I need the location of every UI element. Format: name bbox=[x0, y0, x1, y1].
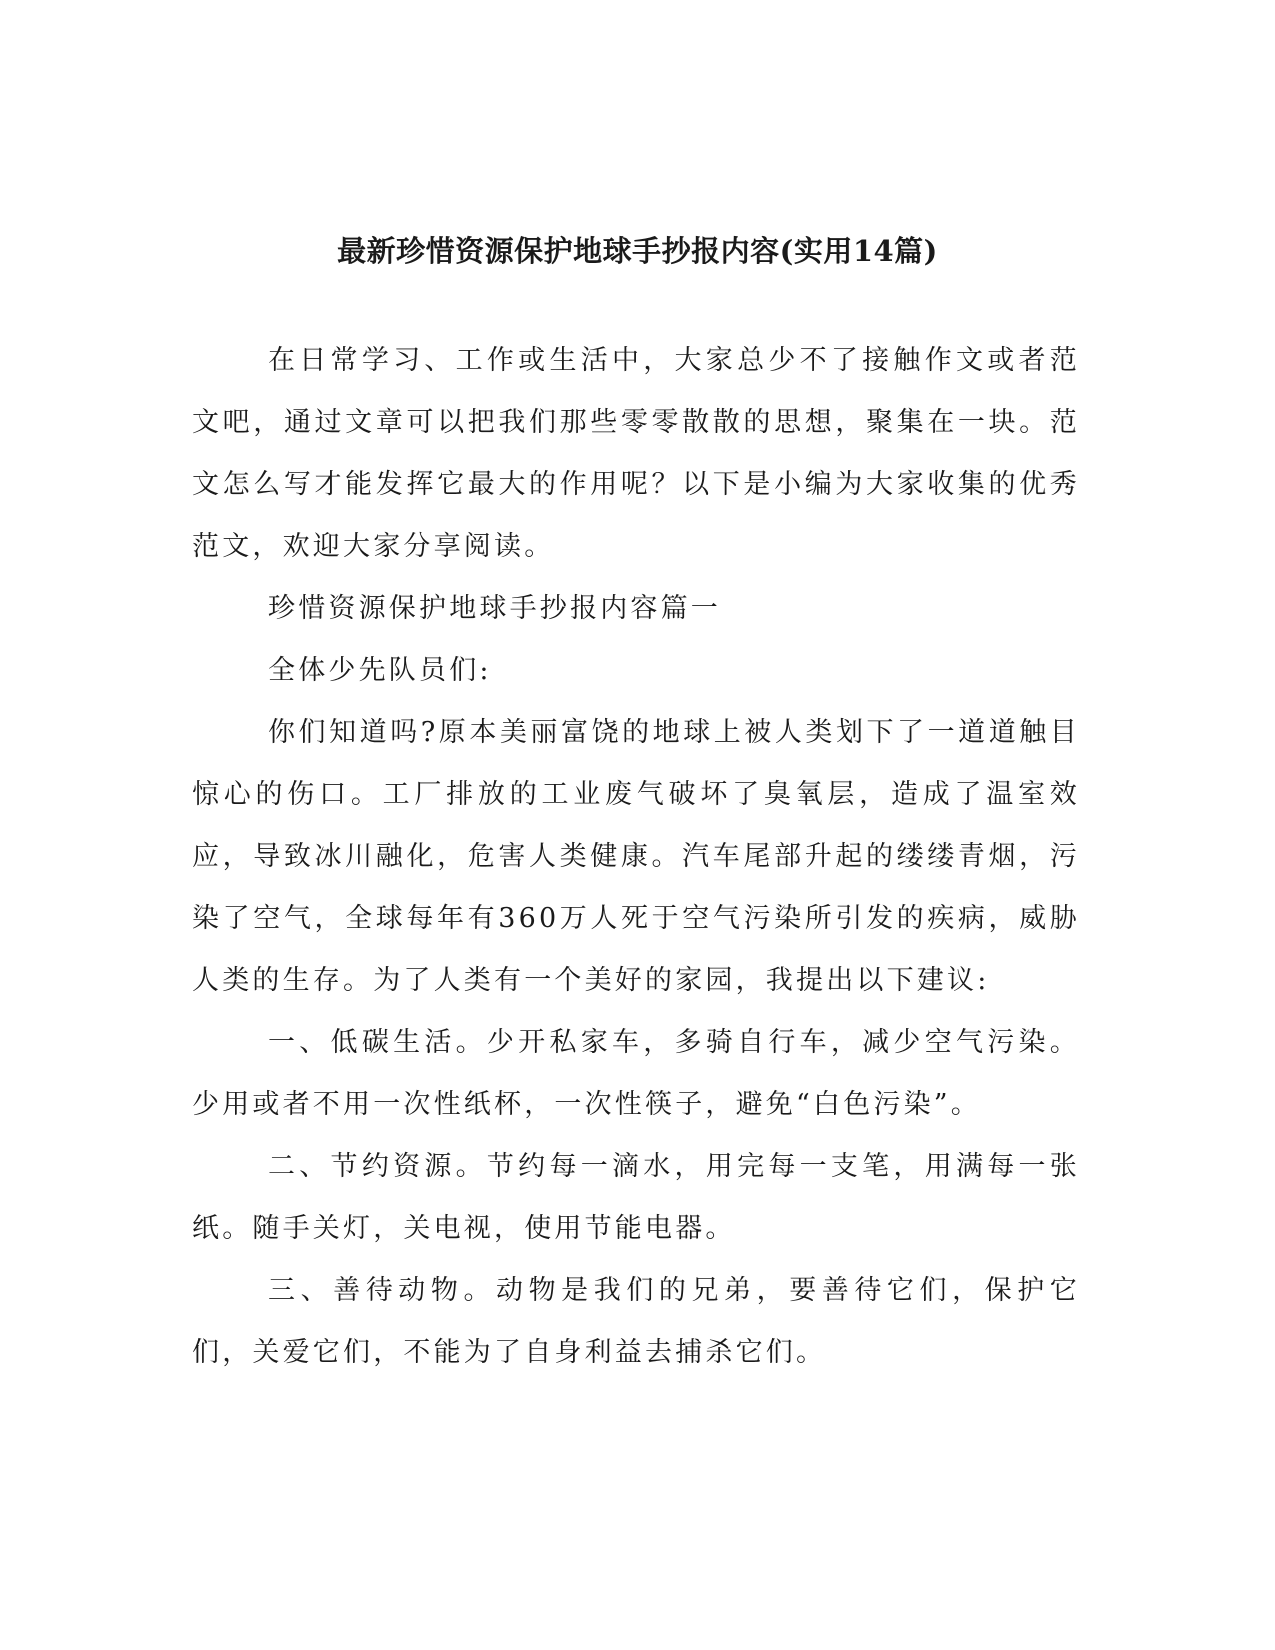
body-paragraph: 你们知道吗?原本美丽富饶的地球上被人类划下了一道道触目惊心的伤口。工厂排放的工业废气破坏了臭氧层，造成了温室效应，导致冰川融化，危害人类健康。汽车尾部升起的缕缕青烟，污染了空气，全球每年有360万人死于空气污染所引发的疾病，威胁人类的生存。为了人类有一个美好的家园，我提出以下建议: bbox=[192, 717, 1080, 996]
salutation: 全体少先队员们: bbox=[268, 655, 492, 686]
section-heading: 珍惜资源保护地球手抄报内容篇一 bbox=[268, 593, 721, 624]
suggestion-one: 一、低碳生活。少开私家车，多骑自行车，减少空气污染。少用或者不用一次性纸杯，一次性筷子，避免“白色污染”。 bbox=[192, 1027, 1080, 1120]
document-body bbox=[192, 330, 1080, 1384]
document-title: 最新珍惜资源保护地球手抄报内容(实用14篇) bbox=[337, 234, 938, 269]
suggestion-two: 二、节约资源。节约每一滴水，用完每一支笔，用满每一张纸。随手关灯，关电视，使用节能电器。 bbox=[192, 1151, 1080, 1244]
intro-paragraph: 在日常学习、工作或生活中，大家总少不了接触作文或者范文吧，通过文章可以把我们那些零零散散的思想，聚集在一块。范文怎么写才能发挥它最大的作用呢？以下是小编为大家收集的优秀范文，欢迎大家分享阅读。 bbox=[192, 345, 1080, 562]
suggestion-three: 三、善待动物。动物是我们的兄弟，要善待它们，保护它们，关爱它们，不能为了自身利益去捕杀它们。 bbox=[192, 1275, 1080, 1368]
